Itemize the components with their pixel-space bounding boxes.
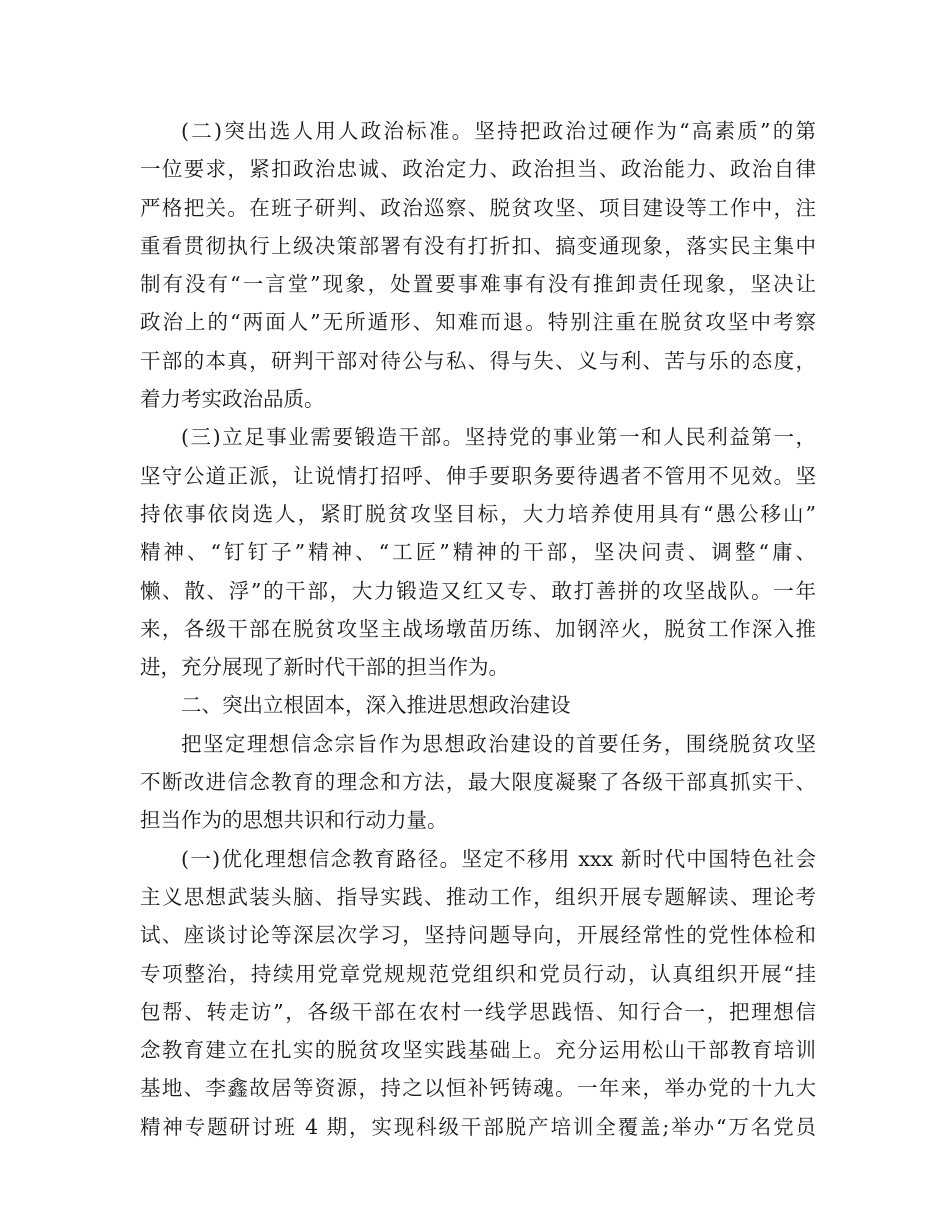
text-line: 持依事依岗选人，紧盯脱贫攻坚目标，大力培养使用具有“愚公移山” <box>140 501 816 526</box>
text-line: 基地、李鑫故居等资源，持之以恒补钙铸魂。一年来，举办党的十九大 <box>140 1076 816 1101</box>
text-line: 进，充分展现了新时代干部的担当作为。 <box>140 655 509 680</box>
text-line: 不断改进信念教育的理念和方法，最大限度凝聚了各级干部真抓实干、 <box>140 770 816 795</box>
text-line: 精神专题研讨班 4 期，实现科级干部脱产培训全覆盖;举办“万名党员 <box>140 1114 816 1139</box>
text-line: 着力考实政治品质。 <box>140 387 325 412</box>
text-line: 制有没有“一言堂”现象，处置要事难事有没有推卸责任现象，坚决让 <box>140 272 816 297</box>
text-line: 试、座谈讨论等深层次学习，坚持问题导向，开展经常性的党性体检和 <box>140 923 816 948</box>
section-heading: 二、突出立根固本，深入推进思想政治建设 <box>181 693 571 718</box>
text-line: 一位要求，紧扣政治忠诚、政治定力、政治担当、政治能力、政治自律 <box>140 157 816 182</box>
text-line: 来，各级干部在脱贫攻坚主战场墩苗历练、加钢淬火，脱贫工作深入推 <box>140 616 816 641</box>
text-line: 坚守公道正派，让说情打招呼、伸手要职务要待遇者不管用不见效。坚 <box>140 463 816 488</box>
text-line: 懒、散、浮”的干部，大力锻造又红又专、敢打善拼的攻坚战队。一年 <box>140 578 816 603</box>
text-line: 担当作为的思想共识和行动力量。 <box>140 808 448 833</box>
document-body <box>140 112 816 1146</box>
text-line: 政治上的“两面人”无所遁形、知难而退。特别注重在脱贫攻坚中考察 <box>140 310 816 335</box>
paragraph-2-heading-line: (二)突出选人用人政治标准。坚持把政治过硬作为“高素质”的第 <box>181 119 816 143</box>
text-line: 主义思想武装头脑、指导实践、推动工作，组织开展专题解读、理论考 <box>140 884 816 909</box>
paragraph-1-heading-line: (一)优化理想信念教育路径。坚定不移用 xxx 新时代中国特色社会 <box>181 846 816 871</box>
text-line: 专项整治，持续用党章党规规范党组织和党员行动，认真组织开展“挂 <box>140 961 816 986</box>
text-line: 严格把关。在班子研判、政治巡察、脱贫攻坚、项目建设等工作中，注 <box>140 195 816 220</box>
text-line: 包帮、转走访”，各级干部在农村一线学思践悟、知行合一，把理想信 <box>140 999 816 1024</box>
text-line: 重看贯彻执行上级决策部署有没有打折扣、搞变通现象，落实民主集中 <box>140 233 816 258</box>
paragraph-3-heading-line: (三)立足事业需要锻造干部。坚持党的事业第一和人民利益第一， <box>181 425 816 450</box>
text-line: 干部的本真，研判干部对待公与私、得与失、义与利、苦与乐的态度， <box>140 348 816 373</box>
text-line: 精神、“钉钉子”精神、“工匠”精神的干部，坚决问责、调整“庸、 <box>140 540 816 565</box>
text-line: 念教育建立在扎实的脱贫攻坚实践基础上。充分运用松山干部教育培训 <box>140 1038 816 1063</box>
section-intro-line: 把坚定理想信念宗旨作为思想政治建设的首要任务，围绕脱贫攻坚 <box>181 731 816 756</box>
